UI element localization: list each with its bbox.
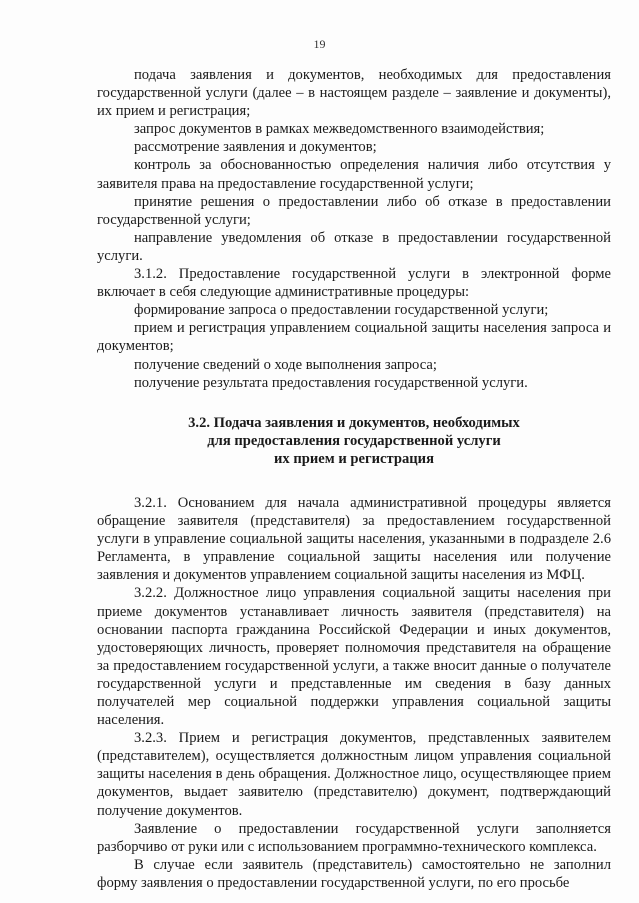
- section-heading-line: 3.2. Подача заявления и документов, необходимых: [188, 414, 520, 431]
- section-heading-line: их прием и регистрация: [274, 450, 434, 467]
- paragraph: подача заявления и документов, необходимых для предоставления государственной услуги (далее – в настоящем разделе – заявление и документы), их прием и регистрация;: [97, 67, 611, 120]
- paragraph: формирование запроса о предоставлении государственной услуги;: [134, 302, 549, 319]
- paragraph: контроль за обоснованностью определения наличия либо отсутствия у заявителя права на предоставление государственной услуги;: [97, 157, 611, 192]
- section-heading-line: для предоставления государственной услуги: [207, 432, 501, 449]
- paragraph: рассмотрение заявления и документов;: [134, 139, 377, 156]
- paragraph: получение результата предоставления государственной услуги.: [134, 374, 528, 391]
- paragraph: 3.2.1. Основанием для начала административной процедуры является обращение заявителя (представителя) за предоставлением государственной услуги в управление социальной защиты населения, указанными в подразделе 2.6 Регламента, в управление социальной защиты населения или получение заявления и документов управлением социальной защиты населения из МФЦ.: [97, 494, 611, 584]
- paragraph: 3.2.3. Прием и регистрация документов, представленных заявителем (представителем), осуществляется должностным лицом управления социальной защиты населения в день обращения. Должностное лицо, осуществляющее прием документов, выдает заявителю (представителю) документ, подтверждающий получение документов.: [97, 730, 611, 819]
- paragraph: принятие решения о предоставлении либо об отказе в предоставлении государственной услуги;: [97, 193, 611, 228]
- paragraph: запрос документов в рамках межведомственного взаимодействия;: [134, 121, 545, 138]
- page-number: 19: [313, 37, 326, 51]
- section-heading: [97, 414, 611, 468]
- paragraph: получение сведений о ходе выполнения запроса;: [134, 356, 437, 373]
- paragraph: направление уведомления об отказе в предоставлении государственной услуги.: [97, 229, 611, 264]
- paragraph: 3.2.2. Должностное лицо управления социальной защиты населения при приеме документов устанавливает личность заявителя (представителя) на основании паспорта гражданина Российской Федерации и иных документов, удостоверяющих личность, проверяет полномочия представителя на обращение за предоставлением государственной услуги, а также вносит данные о получателе государственной услуги и представленные им сведения в базу данных получателей мер социальной поддержки управления социальной защиты населения.: [97, 585, 611, 729]
- paragraph: Заявление о предоставлении государственной услуги заполняется разборчиво от руки или с использованием программно-технического комплекса.: [97, 820, 611, 855]
- paragraph: 3.1.2. Предоставление государственной услуги в электронной форме включает в себя следующие административные процедуры:: [97, 266, 611, 301]
- document-body: [97, 66, 611, 892]
- paragraph: В случае если заявитель (представитель) самостоятельно не заполнил форму заявления о предоставлении государственной услуги, по его просьбе: [97, 856, 611, 891]
- paragraph: прием и регистрация управлением социальной защиты населения запроса и документов;: [97, 320, 611, 355]
